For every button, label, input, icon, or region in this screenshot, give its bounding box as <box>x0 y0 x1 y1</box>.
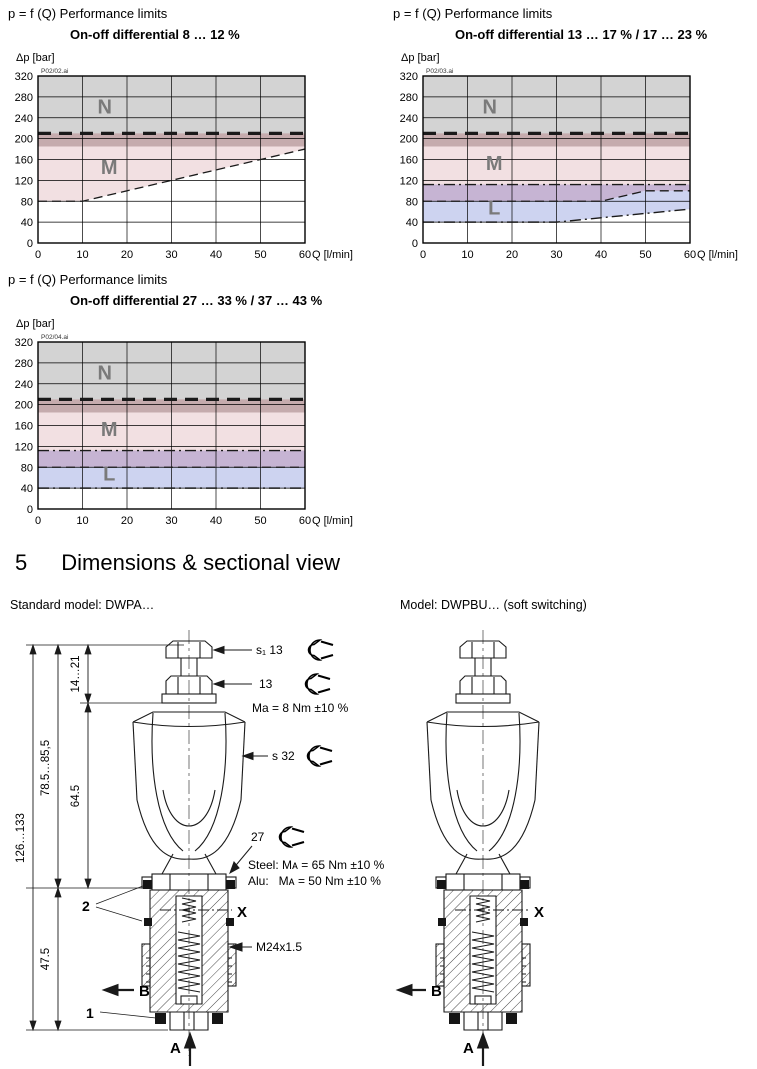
callout-hex27-label: 27 <box>251 830 265 844</box>
y-tick-label: 320 <box>14 337 33 349</box>
performance-chart-1 <box>8 6 358 266</box>
x-tick-label: 0 <box>419 249 427 261</box>
port-x-label-right: X <box>534 904 545 921</box>
y-tick-label: 200 <box>399 133 418 146</box>
y-tick-label: 120 <box>399 175 418 188</box>
dim-knob-label: 64.5 <box>70 784 82 808</box>
x-tick-label: 50 <box>639 249 652 261</box>
y-tick-label: 160 <box>399 154 418 167</box>
x-tick-label: 30 <box>165 515 178 527</box>
zone-label-L: L <box>488 197 501 220</box>
x-tick-label: 0 <box>34 249 42 261</box>
performance-chart-2 <box>393 6 743 266</box>
figure-file-label: P02/04.ai <box>41 334 69 341</box>
x-tick-label: 60 <box>683 249 697 261</box>
y-tick-label: 280 <box>399 91 418 104</box>
y-tick-label: 80 <box>405 196 418 209</box>
x-tick-label: 40 <box>594 249 608 261</box>
x-tick-label: 10 <box>76 249 89 261</box>
sectional-view-drawing <box>0 620 757 1069</box>
chart-title: p = f (Q) Performance limits <box>393 6 553 21</box>
y-tick-label: 160 <box>14 420 33 433</box>
x-tick-label: 50 <box>254 515 267 527</box>
x-tick-label: 20 <box>120 515 134 527</box>
port-x-label-left: X <box>237 904 248 921</box>
x-tick-label: 60 <box>298 249 312 261</box>
y-tick-label: 40 <box>20 217 33 230</box>
chart-plot-area <box>393 66 743 266</box>
callout-s1-label: s₁ 13 <box>256 643 283 657</box>
y-axis-label: Δp [bar] <box>16 318 55 330</box>
dim-adjust-label: 14…21 <box>70 655 82 693</box>
zone-label-N: N <box>482 96 497 119</box>
chart-title: p = f (Q) Performance limits <box>8 6 168 21</box>
y-axis-label: Δp [bar] <box>401 52 440 64</box>
zone-label-N: N <box>97 96 112 119</box>
y-tick-label: 40 <box>20 483 33 496</box>
section-heading <box>15 550 340 576</box>
zone-label-M: M <box>485 152 503 175</box>
callout-locknut-label: 13 <box>259 677 273 691</box>
port-b-label-right: B <box>431 983 442 1000</box>
y-tick-label: 280 <box>14 91 33 104</box>
section-title: Dimensions & sectional view <box>61 550 341 575</box>
y-tick-label: 0 <box>411 238 418 250</box>
y-tick-label: 240 <box>399 112 418 125</box>
x-tick-label: 30 <box>550 249 563 261</box>
y-tick-label: 0 <box>26 238 33 250</box>
y-tick-label: 120 <box>14 441 33 454</box>
dim-upper-label: 78.5…85,5 <box>40 739 52 797</box>
chart-subtitle: On-off differential 13 … 17 % / 17 … 23 % <box>455 27 708 42</box>
model-label-right: Model: DWPBU… (soft switching) <box>400 598 587 612</box>
x-tick-label: 30 <box>165 249 178 261</box>
y-tick-label: 240 <box>14 112 33 125</box>
item-1-label: 1 <box>86 1005 94 1021</box>
callout-leaders <box>96 647 268 1067</box>
x-axis-label: Q [l/min] <box>697 249 738 261</box>
x-tick-label: 10 <box>461 249 474 261</box>
callout-thread-label: M24x1.5 <box>256 940 303 954</box>
y-tick-label: 200 <box>14 133 33 146</box>
x-tick-label: 20 <box>120 249 134 261</box>
chart-plot-area <box>8 66 358 266</box>
zone-label-M: M <box>100 157 118 180</box>
dim-overall-label: 126…133 <box>15 813 27 863</box>
y-tick-label: 0 <box>26 504 33 516</box>
zone-label-N: N <box>97 362 112 385</box>
zone-label-L: L <box>103 463 116 486</box>
y-tick-label: 320 <box>399 71 418 83</box>
zone-label-M: M <box>100 418 118 441</box>
x-tick-label: 40 <box>209 515 223 527</box>
section-number: 5 <box>15 550 28 575</box>
port-a-label-right: A <box>463 1040 474 1057</box>
y-tick-label: 120 <box>14 175 33 188</box>
chart-subtitle: On-off differential 8 … 12 % <box>70 27 240 42</box>
x-tick-label: 40 <box>209 249 223 261</box>
x-tick-label: 20 <box>505 249 519 261</box>
valve-sectional-right <box>427 630 539 1056</box>
x-tick-label: 0 <box>34 515 42 527</box>
port-b-label-left: B <box>139 983 150 1000</box>
y-tick-label: 40 <box>405 217 418 230</box>
chart-title: p = f (Q) Performance limits <box>8 272 168 287</box>
callout-alu-torque-label: Alu: Mᴀ = 50 Nm ±10 % <box>248 874 381 888</box>
callout-knob-torque-label: Ma = 8 Nm ±10 % <box>252 701 349 715</box>
item-2-label: 2 <box>82 898 90 914</box>
port-a-label-left: A <box>170 1040 181 1057</box>
wrench-icon <box>306 674 331 694</box>
x-tick-label: 10 <box>76 515 89 527</box>
x-tick-label: 50 <box>254 249 267 261</box>
y-tick-label: 160 <box>14 154 33 167</box>
y-tick-label: 280 <box>14 357 33 370</box>
chart-subtitle: On-off differential 27 … 33 % / 37 … 43 % <box>70 293 323 308</box>
chart-plot-area <box>8 332 358 532</box>
x-axis-label: Q [l/min] <box>312 249 353 261</box>
wrench-icon <box>308 746 333 766</box>
y-tick-label: 80 <box>20 462 33 475</box>
x-axis-label: Q [l/min] <box>312 515 353 527</box>
callout-steel-torque-label: Steel: Mᴀ = 65 Nm ±10 % <box>248 858 385 872</box>
y-axis-label: Δp [bar] <box>16 52 55 64</box>
model-label-left: Standard model: DWPA… <box>10 598 155 612</box>
y-tick-label: 200 <box>14 399 33 412</box>
figure-file-label: P02/03.ai <box>426 68 454 75</box>
y-tick-label: 320 <box>14 71 33 83</box>
y-tick-label: 240 <box>14 378 33 391</box>
x-tick-label: 60 <box>298 515 312 527</box>
y-tick-label: 80 <box>20 196 33 209</box>
dim-lower-label: 47.5 <box>40 947 52 971</box>
performance-chart-3 <box>8 272 358 532</box>
wrench-icon <box>309 640 334 660</box>
callout-s32-label: s 32 <box>272 749 295 763</box>
wrench-icon <box>280 827 305 847</box>
figure-file-label: P02/02.ai <box>41 68 69 75</box>
